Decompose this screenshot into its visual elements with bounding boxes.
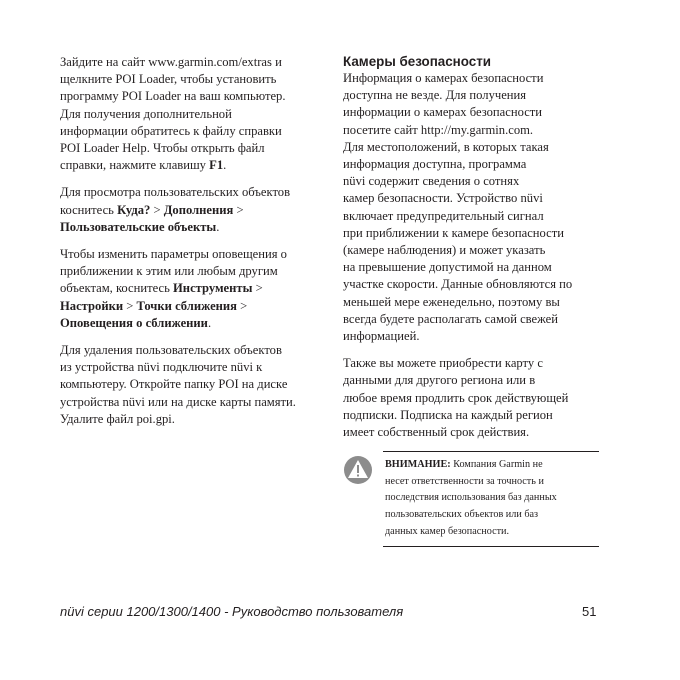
text-line: подписки. Подписка на каждый регион xyxy=(343,407,553,422)
poi-loader-paragraph xyxy=(60,54,322,174)
text-line: данными для другого региона или в xyxy=(343,373,536,388)
safety-cameras-paragraph xyxy=(343,70,605,345)
text-line xyxy=(60,202,322,219)
text-line xyxy=(385,457,599,474)
text-line xyxy=(60,315,322,332)
text-line: POI Loader Help. Чтобы открыть файл xyxy=(60,141,265,156)
section-heading: Камеры безопасности xyxy=(343,54,492,69)
text-line: включает предупредительный сигнал xyxy=(343,208,544,223)
menu-separator: > xyxy=(233,202,244,217)
text-fragment: объектам, коснитесь xyxy=(60,281,174,296)
text-line: Информация о камерах безопасности xyxy=(343,71,544,85)
text-line xyxy=(60,219,322,236)
text-line: программу POI Loader на ваш компьютер. xyxy=(60,89,286,104)
menu-separator: > xyxy=(252,281,263,296)
text-line: участке скорости. Данные обновляются по xyxy=(343,277,573,292)
delete-poi-paragraph xyxy=(60,342,322,428)
view-poi-paragraph xyxy=(60,184,322,236)
text-line xyxy=(60,157,322,174)
text-line: данных камер безопасности. xyxy=(385,525,510,537)
text-line: информации обратитесь к файлу справки xyxy=(60,123,282,138)
warning-notice xyxy=(343,451,605,547)
text-line: Для удаления пользовательских объектов xyxy=(60,343,282,358)
text-line: Для получения дополнительной xyxy=(60,106,232,121)
text-fragment: справки, нажмите клавишу xyxy=(60,158,210,173)
menu-separator: > xyxy=(237,298,248,313)
subscription-paragraph xyxy=(343,355,605,441)
text-line: посетите сайт http://my.garmin.com. xyxy=(343,122,534,137)
text-line: информация доступна, программа xyxy=(343,157,527,172)
text-line: Также вы можете приобрести карту с xyxy=(343,356,543,371)
text-line xyxy=(60,280,322,297)
footer-title: nüvi серии 1200/1300/1400 - Руководство пользователя xyxy=(60,604,404,619)
menu-proximity-alerts: Оповещения о сближении xyxy=(60,315,208,330)
left-column xyxy=(60,54,322,438)
text-line: из устройства nüvi подключите nüvi к xyxy=(60,360,263,375)
text-line: Для местоположений, в которых такая xyxy=(343,139,549,154)
menu-extras: Дополнения xyxy=(163,202,234,217)
warning-text-box xyxy=(383,451,599,547)
warning-triangle-icon xyxy=(343,455,373,485)
text-line: пользовательских объектов или баз xyxy=(385,509,539,521)
text-line: всегда будете располагать самой свежей xyxy=(343,311,559,326)
text-line: информацией. xyxy=(343,329,420,344)
page-number: 51 xyxy=(582,604,597,619)
text-fragment: . xyxy=(223,158,227,173)
text-line: любое время продлить срок действующей xyxy=(343,390,569,405)
text-line: несет ответственности за точность и xyxy=(385,475,544,487)
text-line: щелкните POI Loader, чтобы установить xyxy=(60,72,277,87)
text-line: доступна не везде. Для получения xyxy=(343,88,527,103)
text-line: Чтобы изменить параметры оповещения о xyxy=(60,247,287,262)
key-label: F1 xyxy=(209,158,224,173)
menu-separator: > xyxy=(150,202,164,217)
right-column xyxy=(343,53,605,547)
text-line: меньшей мере еженедельно, поэтому вы xyxy=(343,294,560,309)
text-line: информации о камерах безопасности xyxy=(343,105,543,120)
text-fragment: Компания Garmin не xyxy=(450,459,543,471)
text-fragment: . xyxy=(216,219,220,234)
menu-custom-pois: Пользовательские объекты xyxy=(60,219,217,234)
text-line: Удалите файл poi.gpi. xyxy=(60,411,175,426)
text-fragment: . xyxy=(207,315,212,330)
menu-settings: Настройки xyxy=(60,298,124,313)
text-line: на превышение допустимой на данном xyxy=(343,260,552,275)
text-line: устройства nüvi или на диске карты памяти. xyxy=(60,394,296,409)
proximity-alerts-paragraph xyxy=(60,246,322,332)
text-line: приближении к этим или любым другим xyxy=(60,264,278,279)
text-line: (камере наблюдения) и может указать xyxy=(343,243,546,258)
menu-tools: Инструменты xyxy=(173,281,253,296)
text-line: Зайдите на сайт www.garmin.com/extras и xyxy=(60,55,282,69)
text-fragment: коснитесь xyxy=(60,202,118,217)
text-line: камер безопасности. Устройство nüvi xyxy=(343,191,543,206)
menu-separator: > xyxy=(123,298,137,313)
text-line xyxy=(60,298,322,315)
text-line: nüvi содержит сведения о сотнях xyxy=(343,174,520,189)
menu-proximity-points: Точки сближения xyxy=(136,298,237,313)
text-line: имеет собственный срок действия. xyxy=(343,425,530,440)
text-line: последствия использования баз данных xyxy=(385,492,557,504)
text-line: при приближении к камере безопасности xyxy=(343,225,564,240)
text-line: компьютеру. Откройте папку POI на диске xyxy=(60,377,288,392)
menu-where-to: Куда? xyxy=(117,202,151,217)
warning-label: ВНИМАНИЕ: xyxy=(385,459,451,471)
text-line: Для просмотра пользовательских объектов xyxy=(60,185,291,200)
